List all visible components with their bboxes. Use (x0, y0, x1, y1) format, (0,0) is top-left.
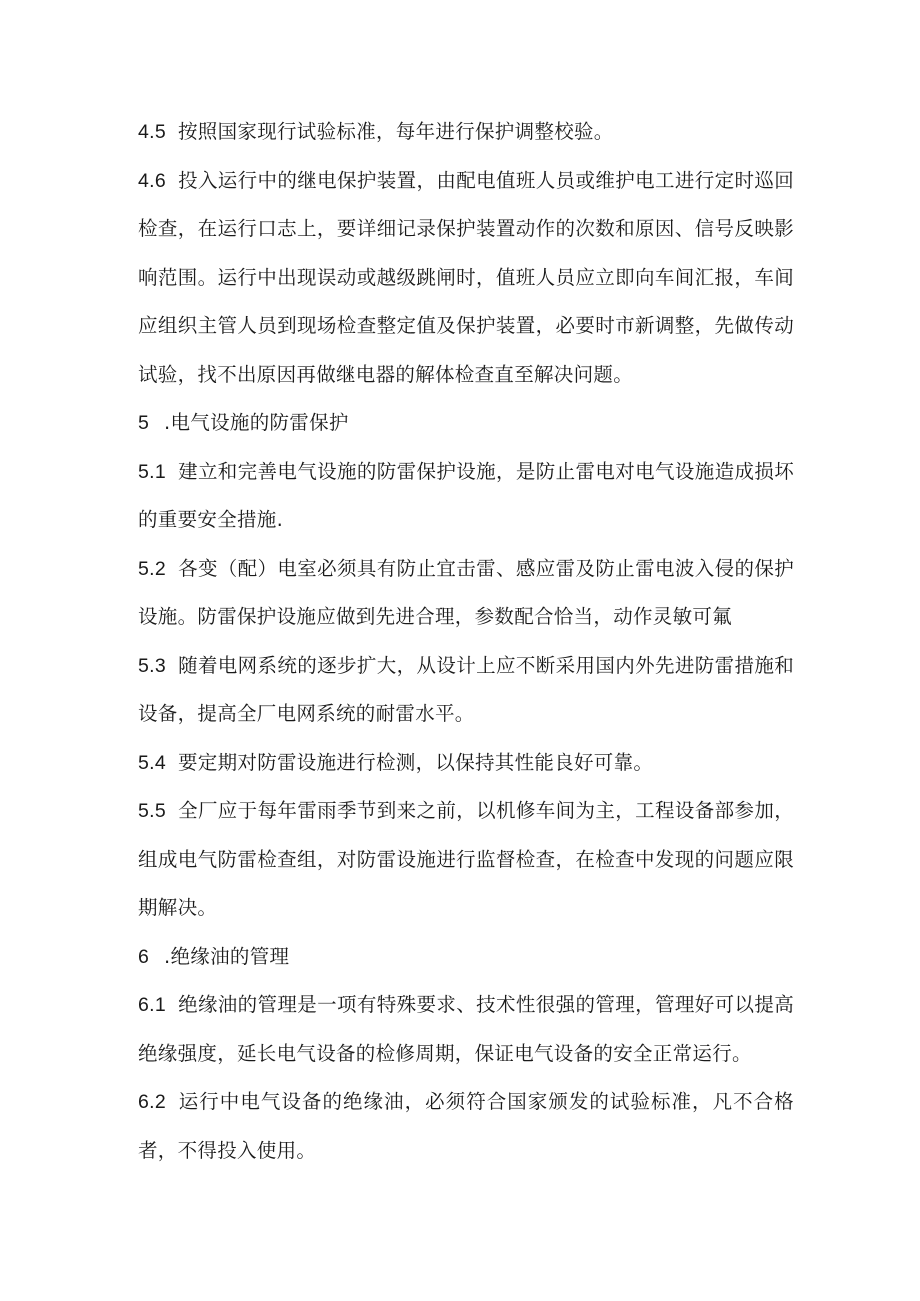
section-number: 5 (138, 412, 150, 434)
paragraph-6-2 (138, 1078, 794, 1175)
section-number: 4.5 (138, 121, 167, 143)
paragraph-text: 运行中电气设备的绝缘油，必须符合国家颁发的试验标准，凡不合格者，不得投入使用。 (138, 1090, 794, 1162)
paragraph-text: 投入运行中的继电保护装置，由配电值班人员或维护电工进行定时巡回检查，在运行口志上，要详细记录保护装置动作的次数和原因、信号反映影响范围。运行中出现误动或越级跳闸时，值班人员应立即向车间汇报，车间应组织主管人员到现场检查整定值及保护装置，必要时市新调整，先做传动试验，找不出原因再做继电器的解体检查直至解决问题。 (138, 168, 794, 386)
section-number: 5.2 (138, 557, 167, 580)
document-body (138, 108, 794, 1175)
section-number: 5.4 (138, 751, 167, 774)
section-number: 6 (138, 945, 150, 968)
paragraph-text: 随着电网系统的逐步扩大，从设计上应不断采用国内外先进防雷措施和设备，提高全厂电网系统的耐雷水平。 (138, 653, 794, 725)
paragraph-text: 要定期对防雷设施进行检测，以保持其性能良好可靠。 (178, 750, 654, 774)
section-number: 5.5 (138, 800, 167, 822)
section-number: 4.6 (138, 169, 167, 192)
paragraph-5-1 (138, 448, 794, 545)
section-heading-5 (138, 399, 794, 448)
paragraph-5-2 (138, 545, 794, 642)
section-number: 5.1 (138, 460, 167, 483)
paragraph-6-1 (138, 981, 794, 1078)
heading-text: .电气设施的防雷保护 (164, 411, 349, 434)
paragraph-5-4 (138, 739, 794, 788)
paragraph-4-6 (138, 157, 794, 400)
section-number: 6.2 (138, 1091, 167, 1113)
paragraph-text: 按照国家现行试验标准，每年进行保护调整校验。 (178, 120, 614, 143)
section-heading-6 (138, 933, 794, 982)
section-number: 6.1 (138, 994, 167, 1016)
paragraph-text: 建立和完善电气设施的防雷保护设施，是防止雷电对电气设施造成损坏的重要安全措施. (138, 459, 794, 531)
paragraph-5-3 (138, 642, 794, 739)
paragraph-5-5 (138, 787, 794, 933)
heading-text: .绝缘油的管理 (164, 944, 290, 968)
paragraph-4-5 (138, 108, 794, 157)
paragraph-text: 全厂应于每年雷雨季节到来之前，以机修车间为主，工程设备部参加，组成电气防雷检查组，对防雷设施进行监督检查，在检查中发现的问题应限期解决。 (138, 799, 794, 919)
paragraph-text: 绝缘油的管理是一项有特殊要求、技术性很强的管理，管理好可以提高绝缘强度，延长电气设备的检修周期，保证电气设备的安全正常运行。 (138, 993, 794, 1065)
section-number: 5.3 (138, 654, 167, 677)
paragraph-text: 各变（配）电室必须具有防止宜击雷、感应雷及防止雷电波入侵的保护设施。防雷保护设施应做到先进合理，参数配合恰当，动作灵敏可氟 (138, 556, 794, 628)
